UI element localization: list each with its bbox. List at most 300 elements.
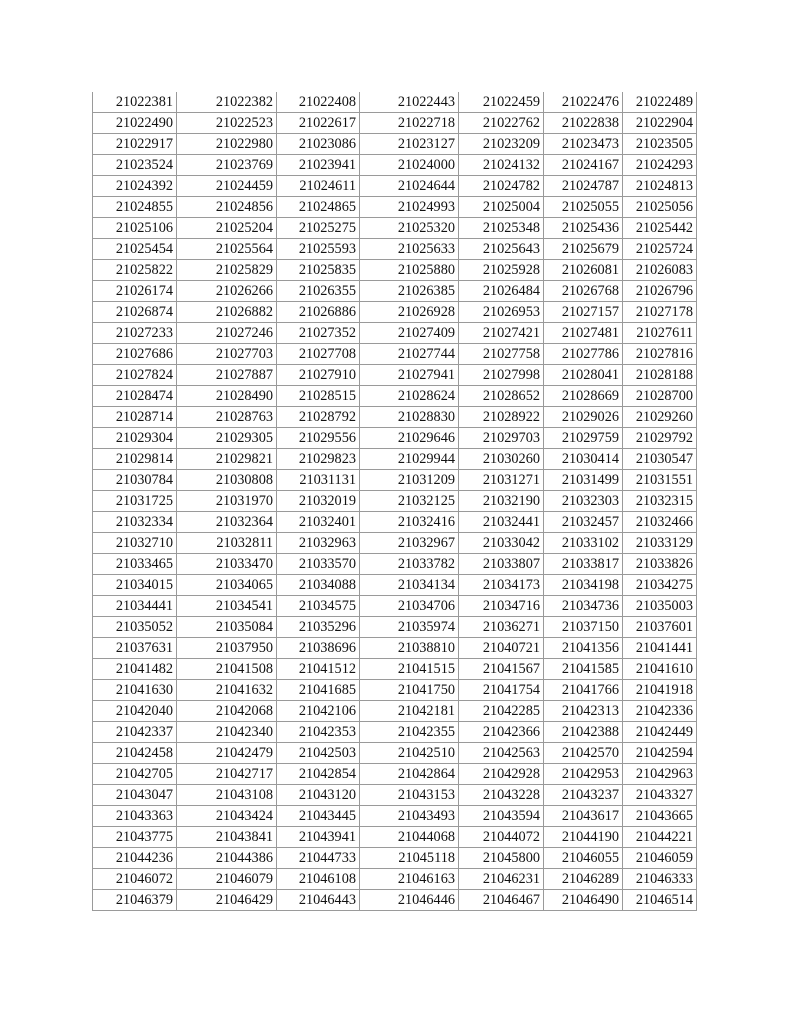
table-cell: 21022838 [544,113,623,134]
table-cell: 21034706 [360,596,459,617]
table-cell: 21025564 [177,239,277,260]
table-cell: 21035052 [93,617,177,638]
table-cell: 21030808 [177,470,277,491]
table-cell: 21034441 [93,596,177,617]
table-cell: 21041754 [459,680,544,701]
table-cell: 21042705 [93,764,177,785]
table-cell: 21024813 [623,176,697,197]
table-cell: 21043237 [544,785,623,806]
table-cell: 21026083 [623,260,697,281]
table-cell: 21028922 [459,407,544,428]
table-cell: 21046289 [544,869,623,890]
table-row [93,848,697,869]
table-cell: 21030260 [459,449,544,470]
table-cell: 21027887 [177,365,277,386]
table-cell: 21042355 [360,722,459,743]
table-cell: 21023127 [360,134,459,155]
table-cell: 21024993 [360,197,459,218]
table-cell: 21032457 [544,512,623,533]
table-cell: 21031970 [177,491,277,512]
table-cell: 21046429 [177,890,277,911]
table-cell: 21031271 [459,470,544,491]
table-cell: 21035296 [277,617,360,638]
table-cell: 21026081 [544,260,623,281]
table-cell: 21032710 [93,533,177,554]
table-row [93,365,697,386]
table-row [93,869,697,890]
table-cell: 21026484 [459,281,544,302]
table-cell: 21027824 [93,365,177,386]
table-cell: 21028515 [277,386,360,407]
table-row [93,92,697,113]
table-cell: 21042068 [177,701,277,722]
table-cell: 21032315 [623,491,697,512]
table-cell: 21046231 [459,869,544,890]
table-cell: 21041512 [277,659,360,680]
table-cell: 21032441 [459,512,544,533]
table-cell: 21029026 [544,407,623,428]
table-row [93,302,697,323]
table-cell: 21042864 [360,764,459,785]
table-cell: 21035084 [177,617,277,638]
table-cell: 21024167 [544,155,623,176]
table-cell: 21041750 [360,680,459,701]
table-cell: 21022980 [177,134,277,155]
table-cell: 21032125 [360,491,459,512]
table-cell: 21024611 [277,176,360,197]
table-cell: 21023941 [277,155,360,176]
table-row [93,344,697,365]
table-cell: 21041441 [623,638,697,659]
table-cell: 21041918 [623,680,697,701]
table-cell: 21032466 [623,512,697,533]
table-cell: 21032967 [360,533,459,554]
table-cell: 21025004 [459,197,544,218]
table-cell: 21026928 [360,302,459,323]
table-cell: 21040721 [459,638,544,659]
table-cell: 21042337 [93,722,177,743]
table-cell: 21025643 [459,239,544,260]
table-cell: 21041630 [93,680,177,701]
table-cell: 21037950 [177,638,277,659]
table-cell: 21043327 [623,785,697,806]
table-cell: 21029814 [93,449,177,470]
table-row [93,785,697,806]
table-cell: 21022489 [623,92,697,113]
table-cell: 21022490 [93,113,177,134]
table-cell: 21022904 [623,113,697,134]
table-cell: 21041508 [177,659,277,680]
table-cell: 21042458 [93,743,177,764]
table-row [93,575,697,596]
table-cell: 21034088 [277,575,360,596]
table-cell: 21030414 [544,449,623,470]
table-cell: 21046490 [544,890,623,911]
table-cell: 21045118 [360,848,459,869]
table-cell: 21028624 [360,386,459,407]
table-cell: 21038810 [360,638,459,659]
table-cell: 21043047 [93,785,177,806]
table-cell: 21028763 [177,407,277,428]
table-cell: 21023086 [277,134,360,155]
table-cell: 21046514 [623,890,697,911]
table-cell: 21032190 [459,491,544,512]
table-row [93,407,697,428]
table-cell: 21025204 [177,218,277,239]
table-cell: 21027233 [93,323,177,344]
table-cell: 21033826 [623,554,697,575]
table-cell: 21027481 [544,323,623,344]
table-cell: 21031725 [93,491,177,512]
table-row [93,533,697,554]
table-cell: 21045800 [459,848,544,869]
table-cell: 21027246 [177,323,277,344]
table-cell: 21035003 [623,596,697,617]
table-cell: 21028830 [360,407,459,428]
table-cell: 21027178 [623,302,697,323]
table-row [93,197,697,218]
table-cell: 21025454 [93,239,177,260]
table-cell: 21027910 [277,365,360,386]
table-cell: 21027686 [93,344,177,365]
table-cell: 21025679 [544,239,623,260]
table-cell: 21043445 [277,806,360,827]
table-cell: 21027611 [623,323,697,344]
table-row [93,680,697,701]
table-cell: 21041685 [277,680,360,701]
table-cell: 21046163 [360,869,459,890]
table-cell: 21046072 [93,869,177,890]
table-cell: 21034275 [623,575,697,596]
table-cell: 21036271 [459,617,544,638]
table-cell: 21024293 [623,155,697,176]
table-cell: 21023769 [177,155,277,176]
table-cell: 21025593 [277,239,360,260]
table-row [93,764,697,785]
table-cell: 21033470 [177,554,277,575]
table-cell: 21042854 [277,764,360,785]
table-cell: 21025275 [277,218,360,239]
table-cell: 21024855 [93,197,177,218]
table-cell: 21041567 [459,659,544,680]
table-cell: 21042563 [459,743,544,764]
number-table [92,92,697,911]
table-cell: 21041585 [544,659,623,680]
table-cell: 21043108 [177,785,277,806]
table-cell: 21043424 [177,806,277,827]
table-cell: 21041610 [623,659,697,680]
table-cell: 21025348 [459,218,544,239]
table-cell: 21033465 [93,554,177,575]
table-row [93,113,697,134]
table-cell: 21041632 [177,680,277,701]
table-cell: 21046059 [623,848,697,869]
table-row [93,176,697,197]
table-cell: 21025633 [360,239,459,260]
table-cell: 21034198 [544,575,623,596]
table-row [93,449,697,470]
table-cell: 21033807 [459,554,544,575]
table-cell: 21026882 [177,302,277,323]
table-cell: 21037631 [93,638,177,659]
table-cell: 21031499 [544,470,623,491]
table-cell: 21031131 [277,470,360,491]
table-cell: 21028188 [623,365,697,386]
table-cell: 21033570 [277,554,360,575]
table-cell: 21027758 [459,344,544,365]
table-cell: 21027421 [459,323,544,344]
table-row [93,386,697,407]
table-cell: 21034065 [177,575,277,596]
table-row [93,596,697,617]
table-cell: 21023473 [544,134,623,155]
table-cell: 21031551 [623,470,697,491]
table-cell: 21029305 [177,428,277,449]
table-cell: 21024132 [459,155,544,176]
table-cell: 21024644 [360,176,459,197]
table-row [93,260,697,281]
table-cell: 21034575 [277,596,360,617]
table-cell: 21032811 [177,533,277,554]
table-row [93,743,697,764]
table-cell: 21033129 [623,533,697,554]
table-cell: 21046333 [623,869,697,890]
table-cell: 21038696 [277,638,360,659]
table-cell: 21027786 [544,344,623,365]
table-row [93,155,697,176]
table-cell: 21034716 [459,596,544,617]
table-cell: 21043493 [360,806,459,827]
table-cell: 21042594 [623,743,697,764]
table-cell: 21026953 [459,302,544,323]
table-cell: 21027744 [360,344,459,365]
table-cell: 21041356 [544,638,623,659]
table-cell: 21043153 [360,785,459,806]
table-cell: 21042181 [360,701,459,722]
table-cell: 21029703 [459,428,544,449]
table-cell: 21026796 [623,281,697,302]
table-cell: 21024459 [177,176,277,197]
table-cell: 21043941 [277,827,360,848]
table-cell: 21022476 [544,92,623,113]
table-cell: 21041515 [360,659,459,680]
table-cell: 21042353 [277,722,360,743]
table-row [93,806,697,827]
table-cell: 21027816 [623,344,697,365]
table-cell: 21044190 [544,827,623,848]
table-cell: 21029260 [623,407,697,428]
table-cell: 21042340 [177,722,277,743]
table-cell: 21046446 [360,890,459,911]
table-cell: 21043841 [177,827,277,848]
table-cell: 21046467 [459,890,544,911]
table-cell: 21025835 [277,260,360,281]
table-cell: 21024000 [360,155,459,176]
table-cell: 21034173 [459,575,544,596]
table-cell: 21034134 [360,575,459,596]
table-cell: 21046108 [277,869,360,890]
table-cell: 21025436 [544,218,623,239]
table-cell: 21037150 [544,617,623,638]
table-cell: 21043617 [544,806,623,827]
table-cell: 21042717 [177,764,277,785]
table-cell: 21042040 [93,701,177,722]
table-cell: 21042285 [459,701,544,722]
table-cell: 21025442 [623,218,697,239]
table-cell: 21044221 [623,827,697,848]
table-cell: 21025056 [623,197,697,218]
table-cell: 21043363 [93,806,177,827]
table-cell: 21027998 [459,365,544,386]
table-cell: 21025829 [177,260,277,281]
table-cell: 21025320 [360,218,459,239]
table-cell: 21026266 [177,281,277,302]
table-cell: 21024782 [459,176,544,197]
table-cell: 21044236 [93,848,177,869]
table-cell: 21022381 [93,92,177,113]
table-cell: 21042449 [623,722,697,743]
table-cell: 21043120 [277,785,360,806]
table-cell: 21028714 [93,407,177,428]
table-cell: 21022382 [177,92,277,113]
table-cell: 21022617 [277,113,360,134]
table-cell: 21024856 [177,197,277,218]
table-cell: 21044068 [360,827,459,848]
table-cell: 21044386 [177,848,277,869]
table-cell: 21028490 [177,386,277,407]
table-cell: 21024392 [93,176,177,197]
table-cell: 21043665 [623,806,697,827]
table-cell: 21022443 [360,92,459,113]
table-cell: 21022762 [459,113,544,134]
table-row [93,638,697,659]
table-cell: 21046055 [544,848,623,869]
table-cell: 21026768 [544,281,623,302]
table-cell: 21027941 [360,365,459,386]
table-cell: 21026355 [277,281,360,302]
table-row [93,470,697,491]
table-row [93,323,697,344]
table-cell: 21025724 [623,239,697,260]
table-cell: 21043594 [459,806,544,827]
table-cell: 21025055 [544,197,623,218]
table-cell: 21032963 [277,533,360,554]
table-row [93,428,697,449]
table-cell: 21022523 [177,113,277,134]
table-cell: 21023524 [93,155,177,176]
table-row [93,239,697,260]
table-cell: 21025106 [93,218,177,239]
table-row [93,701,697,722]
table-cell: 21033782 [360,554,459,575]
table-cell: 21023209 [459,134,544,155]
table-cell: 21042503 [277,743,360,764]
table-cell: 21022459 [459,92,544,113]
table-row [93,722,697,743]
table-cell: 21029759 [544,428,623,449]
table-cell: 21030784 [93,470,177,491]
table-cell: 21032364 [177,512,277,533]
table-cell: 21042963 [623,764,697,785]
table-cell: 21029944 [360,449,459,470]
table-cell: 21027157 [544,302,623,323]
table-cell: 21042510 [360,743,459,764]
table-cell: 21042388 [544,722,623,743]
table-row [93,554,697,575]
table-cell: 21032303 [544,491,623,512]
table-cell: 21028041 [544,365,623,386]
table-cell: 21033102 [544,533,623,554]
table-cell: 21034015 [93,575,177,596]
table-cell: 21025928 [459,260,544,281]
table-cell: 21028474 [93,386,177,407]
table-cell: 21029792 [623,428,697,449]
table-cell: 21024865 [277,197,360,218]
table-cell: 21026385 [360,281,459,302]
table-row [93,134,697,155]
table-cell: 21042106 [277,701,360,722]
table-cell: 21029821 [177,449,277,470]
table-cell: 21028700 [623,386,697,407]
table-cell: 21022718 [360,113,459,134]
table-cell: 21034541 [177,596,277,617]
table-cell: 21029304 [93,428,177,449]
table-cell: 21037601 [623,617,697,638]
table-cell: 21026174 [93,281,177,302]
table-cell: 21031209 [360,470,459,491]
table-cell: 21029646 [360,428,459,449]
table-cell: 21032401 [277,512,360,533]
table-cell: 21033042 [459,533,544,554]
table-cell: 21026874 [93,302,177,323]
table-row [93,890,697,911]
table-cell: 21022917 [93,134,177,155]
table-cell: 21044072 [459,827,544,848]
table-cell: 21041766 [544,680,623,701]
table-cell: 21043775 [93,827,177,848]
table-cell: 21042928 [459,764,544,785]
table-cell: 21028652 [459,386,544,407]
table-cell: 21023505 [623,134,697,155]
table-cell: 21026886 [277,302,360,323]
table-cell: 21027708 [277,344,360,365]
table-row [93,281,697,302]
table-cell: 21046379 [93,890,177,911]
table-cell: 21042953 [544,764,623,785]
table-row [93,827,697,848]
table-cell: 21046443 [277,890,360,911]
table-cell: 21029823 [277,449,360,470]
table-row [93,512,697,533]
table-cell: 21044733 [277,848,360,869]
table-cell: 21034736 [544,596,623,617]
table-cell: 21029556 [277,428,360,449]
table-cell: 21030547 [623,449,697,470]
table-cell: 21028792 [277,407,360,428]
table-cell: 21042336 [623,701,697,722]
table-cell: 21027703 [177,344,277,365]
table-cell: 21042313 [544,701,623,722]
table-cell: 21027352 [277,323,360,344]
table-cell: 21024787 [544,176,623,197]
table-row [93,218,697,239]
table-row [93,617,697,638]
table-row [93,491,697,512]
table-cell: 21025822 [93,260,177,281]
table-cell: 21041482 [93,659,177,680]
table-cell: 21028669 [544,386,623,407]
number-table-body [93,92,697,911]
